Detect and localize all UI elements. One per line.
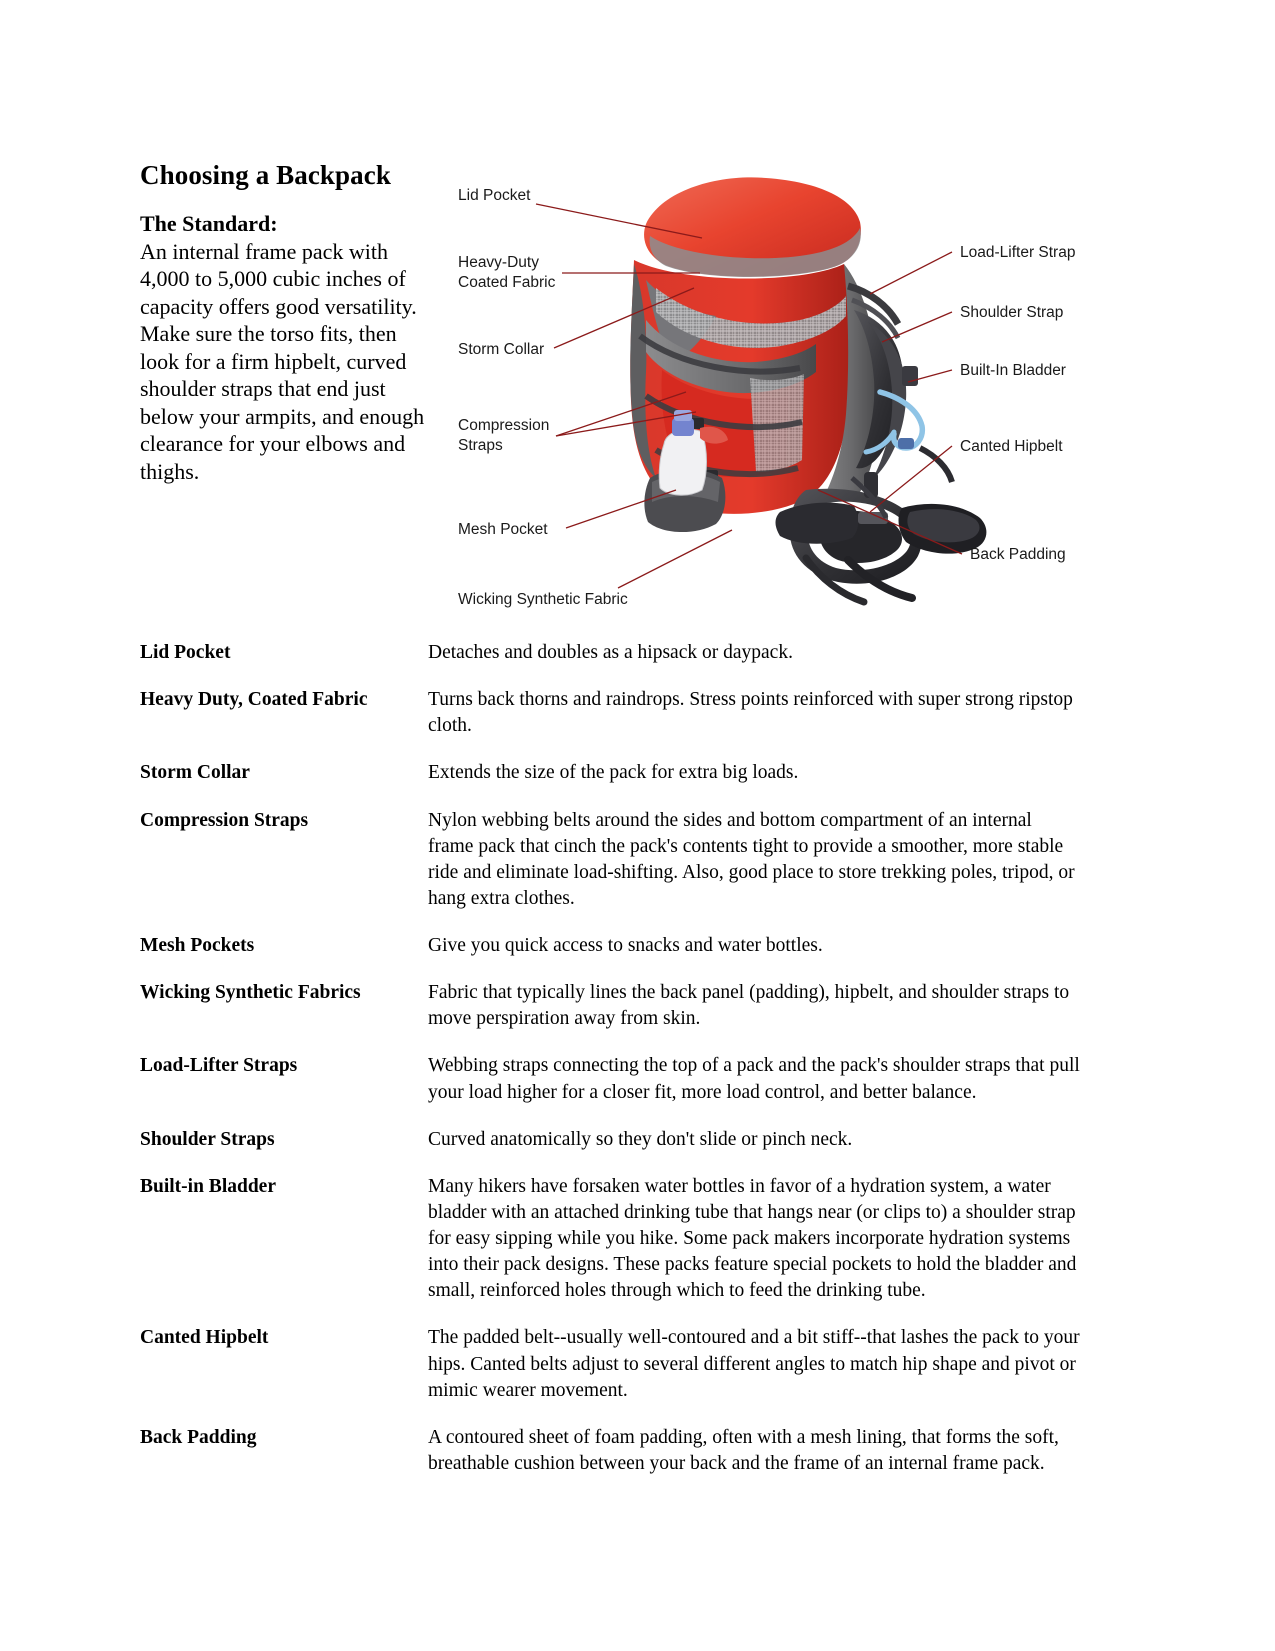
label-built-in-bladder: Built-In Bladder bbox=[960, 362, 1066, 379]
definition-description: The padded belt--usually well-contoured and a bit stiff--that lashes the pack to your hips. Canted belts adjust to several different angles to match hip shape and pivot or mimic wearer movement. bbox=[428, 1327, 1080, 1401]
definition-term: Mesh Pockets bbox=[140, 935, 255, 956]
definition-row bbox=[140, 933, 1080, 959]
page-title: Choosing a Backpack bbox=[140, 160, 391, 190]
definition-row bbox=[140, 1325, 1080, 1403]
definition-row bbox=[140, 1174, 1080, 1305]
label-shoulder-strap: Shoulder Strap bbox=[960, 304, 1064, 321]
definition-term: Shoulder Straps bbox=[140, 1128, 275, 1150]
label-heavy-duty-line1: Heavy-Duty bbox=[458, 254, 539, 271]
definition-description: Nylon webbing belts around the sides and bottom compartment of an internal frame pack that cinch the pack's contents tight to provide a smoother, more stable ride and eliminate load-shifting. Also, good place to store trekking poles, tripod, or hang extra clothes. bbox=[428, 809, 1075, 909]
definition-description: Many hikers have forsaken water bottles in favor of a hydration system, a water bladder with an attached drinking tube that hangs near (or clips to) a shoulder strap for easy sipping while you hike. Some pack makers incorporate hydration systems into their pack designs. These packs feature special pockets to hold the bladder and small, reinforced holes through which to feed the drinking tube. bbox=[428, 1175, 1077, 1302]
definition-description: Curved anatomically so they don't slide or pinch neck. bbox=[428, 1128, 853, 1150]
definition-description: Give you quick access to snacks and water bottles. bbox=[428, 935, 823, 956]
leader-load-lifter bbox=[870, 252, 952, 294]
label-load-lifter-strap: Load-Lifter Strap bbox=[960, 244, 1076, 261]
label-storm-collar: Storm Collar bbox=[458, 341, 545, 358]
intro-column bbox=[140, 160, 440, 485]
definition-description: Turns back thorns and raindrops. Stress points reinforced with super strong ripstop cloth. bbox=[428, 689, 1073, 737]
standard-heading: The Standard: bbox=[140, 211, 278, 237]
label-compression-line1: Compression bbox=[458, 417, 550, 434]
label-heavy-duty-line2: Coated Fabric bbox=[458, 274, 556, 291]
definition-row bbox=[140, 1425, 1080, 1477]
definition-term: Load-Lifter Straps bbox=[140, 1055, 298, 1077]
leader-wicking bbox=[618, 530, 732, 588]
definition-description: Detaches and doubles as a hipsack or daypack. bbox=[428, 642, 793, 663]
leader-canted-hipbelt bbox=[870, 446, 952, 512]
definition-description: Fabric that typically lines the back panel (padding), hipbelt, and shoulder straps to move perspiration away from skin. bbox=[428, 982, 1070, 1030]
label-back-padding: Back Padding bbox=[970, 546, 1066, 563]
definition-row bbox=[140, 980, 1080, 1032]
top-section bbox=[140, 160, 1090, 630]
definition-term: Built-in Bladder bbox=[140, 1175, 276, 1197]
definition-term: Wicking Synthetic Fabrics bbox=[140, 982, 361, 1004]
definition-row bbox=[140, 760, 1080, 786]
definition-description: A contoured sheet of foam padding, often with a mesh lining, that forms the soft, breathable cushion between your back and the frame of an internal frame pack. bbox=[428, 1426, 1059, 1474]
definition-term: Compression Straps bbox=[140, 809, 309, 831]
definition-list bbox=[140, 640, 1080, 1498]
definition-row bbox=[140, 1053, 1080, 1105]
definition-term: Back Padding bbox=[140, 1426, 257, 1448]
backpack-diagram bbox=[450, 160, 1090, 625]
label-canted-hipbelt: Canted Hipbelt bbox=[960, 438, 1063, 455]
definition-description: Webbing straps connecting the top of a pack and the pack's shoulder straps that pull your load higher for a closer fit, more load control, and better balance. bbox=[428, 1055, 1080, 1103]
label-mesh-pocket: Mesh Pocket bbox=[458, 521, 548, 538]
definition-term: Canted Hipbelt bbox=[140, 1327, 269, 1349]
definition-term: Lid Pocket bbox=[140, 642, 231, 663]
label-lid-pocket: Lid Pocket bbox=[458, 187, 531, 204]
backpack-illustration bbox=[630, 177, 986, 602]
definition-term: Storm Collar bbox=[140, 762, 250, 784]
standard-body-text: An internal frame pack with 4,000 to 5,000 cubic inches of capacity offers good versatility. Make sure the torso fits, then look for a firm hipbelt, curved shoulder straps that end just below your armpits, and enough clearance for your elbows and thighs. bbox=[140, 238, 425, 484]
definition-row bbox=[140, 687, 1080, 739]
label-compression-line2: Straps bbox=[458, 437, 503, 454]
label-wicking-synthetic-fabric: Wicking Synthetic Fabric bbox=[458, 591, 628, 608]
definition-term: Heavy Duty, Coated Fabric bbox=[140, 689, 368, 711]
definition-row bbox=[140, 808, 1080, 913]
definition-description: Extends the size of the pack for extra big loads. bbox=[428, 762, 799, 784]
definition-row bbox=[140, 1127, 1080, 1153]
definition-row bbox=[140, 640, 1080, 666]
